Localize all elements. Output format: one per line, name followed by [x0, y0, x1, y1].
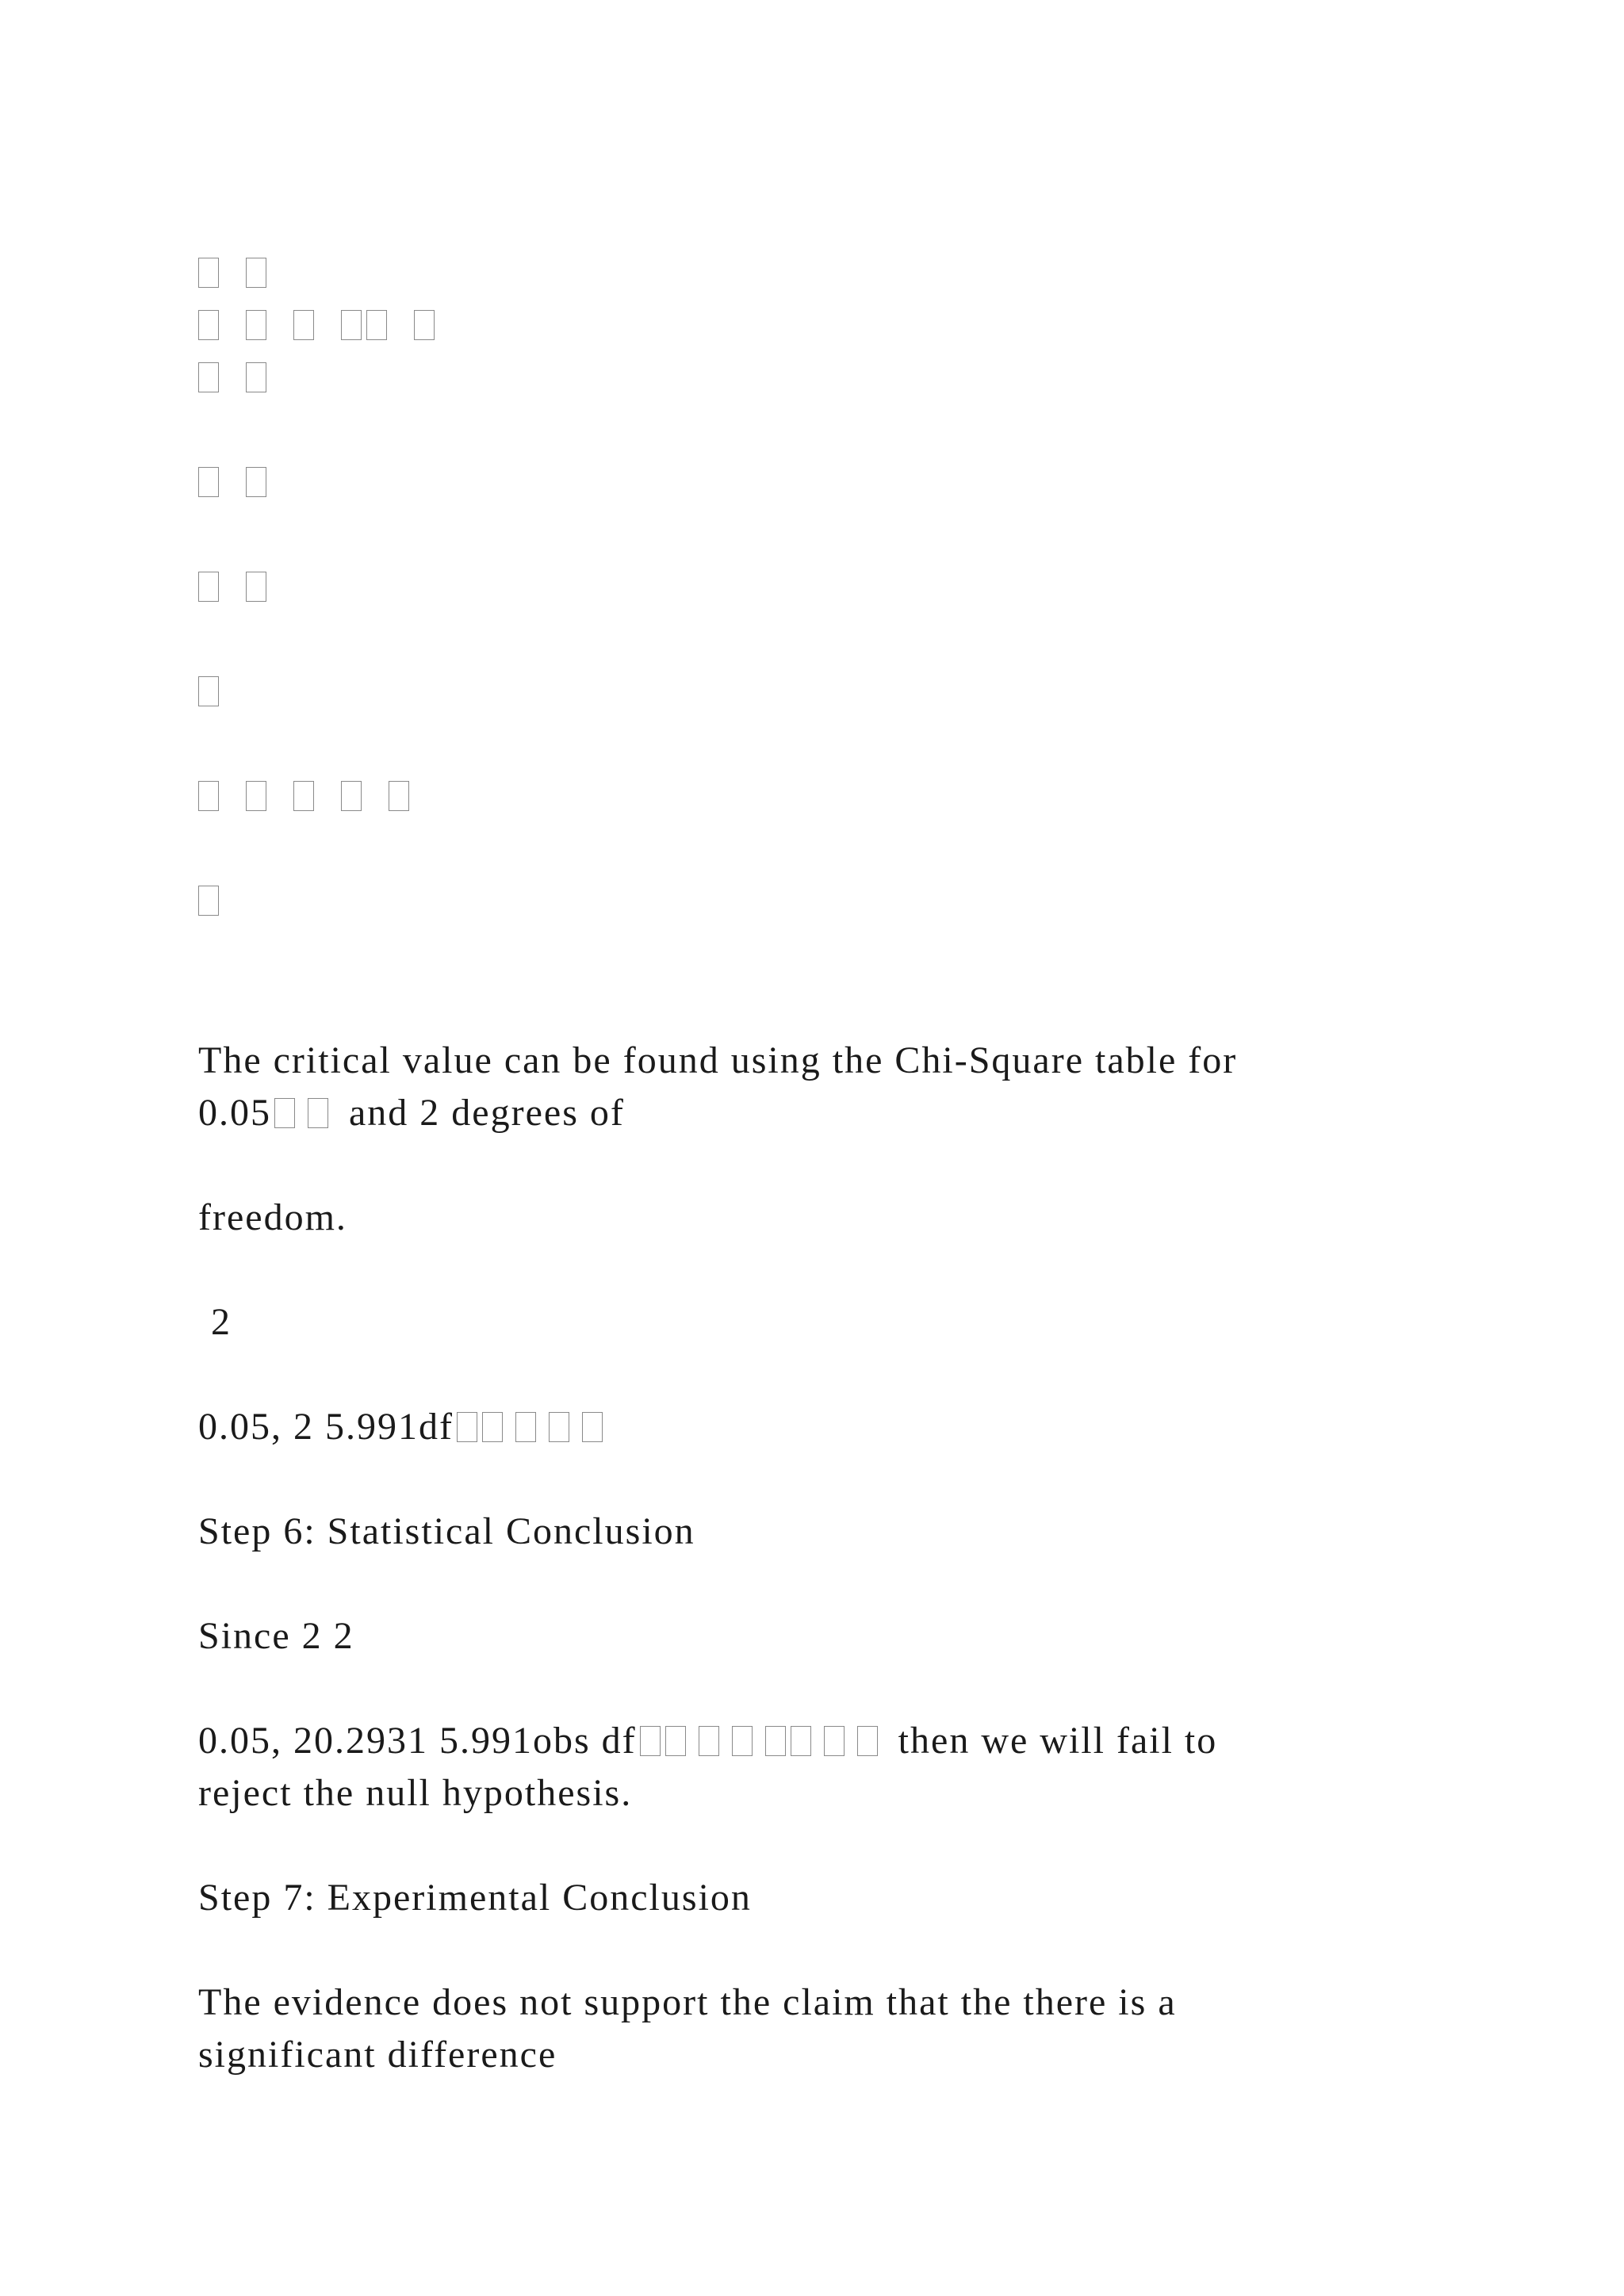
since-line: Since 2 2 [198, 1615, 354, 1657]
missing-glyph-icon [482, 1412, 503, 1442]
missing-glyph-icon [389, 781, 409, 811]
missing-glyph-icon [824, 1726, 845, 1756]
critical-value-intro: The critical value can be found using the Chi-Square table for [198, 1039, 1238, 1081]
conclusion-line-1: The evidence does not support the claim that the there is a [198, 1981, 1177, 2023]
missing-glyph-icon [732, 1726, 753, 1756]
missing-glyph-icon [274, 1098, 295, 1128]
missing-glyph-icon [582, 1412, 603, 1442]
missing-glyph-icon [515, 1412, 536, 1442]
missing-glyph-icon [198, 258, 219, 288]
superscript-two: 2 [211, 1301, 232, 1343]
missing-glyph-icon [246, 362, 266, 392]
missing-glyph-icon [293, 781, 314, 811]
equation-glyph-row-7 [198, 779, 436, 813]
missing-glyph-icon [198, 310, 219, 340]
missing-glyph-icon [246, 467, 266, 497]
comparison-line: 0.05, 20.2931 5.991obs df then we will fail to [198, 1720, 1218, 1762]
missing-glyph-icon [198, 572, 219, 602]
missing-glyph-icon [246, 781, 266, 811]
missing-glyph-icon [198, 362, 219, 392]
missing-glyph-icon [246, 572, 266, 602]
missing-glyph-icon [308, 1098, 328, 1128]
missing-glyph-icon [549, 1412, 569, 1442]
step6-heading: Step 6: Statistical Conclusion [198, 1510, 695, 1552]
missing-glyph-icon [341, 310, 362, 340]
equation-glyph-row-1 [198, 255, 293, 290]
missing-glyph-icon [198, 467, 219, 497]
equation-glyph-row-5 [198, 569, 293, 604]
missing-glyph-icon [857, 1726, 878, 1756]
equation-glyph-row-4 [198, 465, 293, 499]
missing-glyph-icon [341, 781, 362, 811]
missing-glyph-icon [246, 258, 266, 288]
equation-glyph-row-8 [198, 883, 246, 918]
freedom-text: freedom. [198, 1196, 347, 1238]
critical-value-line: 0.05, 2 5.991df [198, 1401, 612, 1453]
equation-glyph-row-6 [198, 674, 246, 709]
missing-glyph-icon [457, 1412, 477, 1442]
critical-value-alpha-line: 0.05 and 2 degrees of [198, 1092, 625, 1134]
reject-line: reject the null hypothesis. [198, 1772, 633, 1814]
missing-glyph-icon [665, 1726, 686, 1756]
missing-glyph-icon [366, 310, 387, 340]
missing-glyph-icon [791, 1726, 811, 1756]
missing-glyph-icon [293, 310, 314, 340]
step7-heading: Step 7: Experimental Conclusion [198, 1877, 752, 1919]
missing-glyph-icon [414, 310, 435, 340]
missing-glyph-icon [699, 1726, 719, 1756]
missing-glyph-icon [765, 1726, 786, 1756]
equation-glyph-row-3 [198, 360, 293, 395]
conclusion-line-2: significant difference [198, 2034, 557, 2076]
missing-glyph-icon [198, 781, 219, 811]
equation-glyph-row-2 [198, 308, 462, 342]
missing-glyph-icon [246, 310, 266, 340]
missing-glyph-icon [198, 676, 219, 706]
missing-glyph-icon [198, 886, 219, 916]
missing-glyph-icon [640, 1726, 661, 1756]
